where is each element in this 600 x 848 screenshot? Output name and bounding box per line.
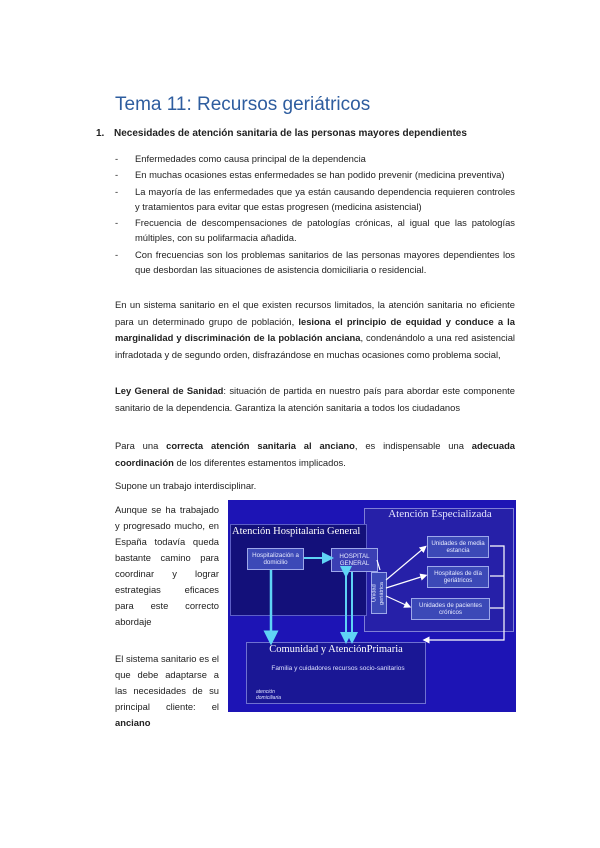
day-hospital-box: Hospitales de día geriátricos bbox=[427, 566, 489, 588]
paragraph-text: En un sistema sanitario en el que existen recursos limitados, la atención sanitaria no eficiente para un determinado grupo de población, bbox=[115, 299, 515, 327]
community-care-title: Comunidad y AtenciónPrimaria bbox=[269, 644, 403, 655]
list-item: - La mayoría de las enfermedades que ya están causando dependencia requieren controles y tratamientos para evitar que estas progresen (medicina asistencial) bbox=[115, 184, 515, 215]
feedback-loop bbox=[426, 546, 504, 640]
fan-arrow-day-hospital bbox=[386, 576, 424, 588]
side-text-adapt bbox=[115, 651, 219, 731]
section-heading-text: Necesidades de atención sanitaria de las personas mayores dependientes bbox=[114, 128, 467, 139]
paragraph-bold: adecuada coordinación bbox=[115, 440, 516, 468]
paragraph-text: , condenándolo a una red asistencial infradotada y de segundo orden, disfrazándose en muchas ocasiones como problema social, bbox=[115, 332, 516, 360]
paragraph-interdisciplinary: Supone un trabajo interdisciplinar. bbox=[115, 480, 257, 491]
page-title: Tema 11: Recursos geriátricos bbox=[115, 94, 371, 115]
side-text-progress: Aunque se ha trabajado y progresado mucho, en España todavía queda bastante camino para coordinar y lograr estrategias eficaces para este correcto abordaje bbox=[115, 504, 219, 627]
list-item: - Frecuencia de descompensaciones de patologías crónicas, al igual que las patologías múltiples, con su polifarmacia añadida. bbox=[115, 215, 515, 246]
general-hospital-box: HOSPITAL GENERAL bbox=[331, 548, 378, 572]
paragraph-bold: lesiona el principio de equidad y conduce a la marginalidad y discriminación de la población anciana bbox=[115, 315, 516, 343]
fan-arrow-chronic bbox=[386, 596, 408, 606]
paragraph-bold: Ley General de Sanidad bbox=[115, 385, 224, 396]
paragraph-text: , es indispensable una bbox=[354, 440, 472, 451]
list-item: - En muchas ocasiones estas enfermedades se han podido prevenir (medicina preventiva) bbox=[115, 167, 515, 182]
link-geriatric-unit bbox=[377, 560, 380, 570]
chronic-patients-box: Unidades de pacientes crónicos bbox=[411, 598, 490, 620]
fan-arrow-medium-stay bbox=[386, 548, 424, 580]
list-item: - Enfermedades como causa principal de la dependencia bbox=[115, 151, 515, 166]
section-heading bbox=[96, 128, 516, 139]
geriatric-unit-box: Unidad geriátrica bbox=[371, 572, 387, 614]
paragraph-bold: correcta atención sanitaria al anciano bbox=[166, 440, 355, 451]
needs-list bbox=[115, 151, 515, 278]
diagram-connectors bbox=[228, 500, 516, 712]
home-hospitalization-box: Hospitalización a domicilio bbox=[247, 548, 304, 570]
home-care-text: atención domiciliaria bbox=[256, 689, 282, 701]
hospital-care-title: Atención Hospitalaria General bbox=[232, 526, 361, 537]
family-caregivers-text: Familia y cuidadores recursos socio-sanitarios bbox=[271, 665, 405, 672]
paragraph-resources bbox=[115, 297, 515, 363]
specialized-care-title: Atención Especializada bbox=[388, 508, 492, 520]
paragraph-text: Para una bbox=[115, 440, 167, 451]
paragraph-text: : situación de partida en nuestro país para abordar este componente sanitario de la dependencia. Garantiza la atención sanitaria a todos los ciudadanos bbox=[115, 385, 515, 413]
paragraph-bold: anciano bbox=[115, 717, 151, 728]
paragraph-ley bbox=[115, 383, 515, 416]
care-coordination-diagram bbox=[228, 500, 516, 712]
section-number: 1. bbox=[96, 128, 105, 139]
paragraph-text: El sistema sanitario es el que debe adaptarse a las necesidades de su principal cliente: el bbox=[115, 653, 219, 712]
paragraph-coordination bbox=[115, 438, 515, 471]
paragraph-text: de los diferentes estamentos implicados. bbox=[173, 456, 346, 468]
medium-stay-box: Unidades de media estancia bbox=[427, 536, 489, 558]
list-item: - Con frecuencias son los problemas sanitarios de las personas mayores dependientes los que desbordan las situaciones de asistencia domiciliaria o residencial. bbox=[115, 247, 515, 278]
